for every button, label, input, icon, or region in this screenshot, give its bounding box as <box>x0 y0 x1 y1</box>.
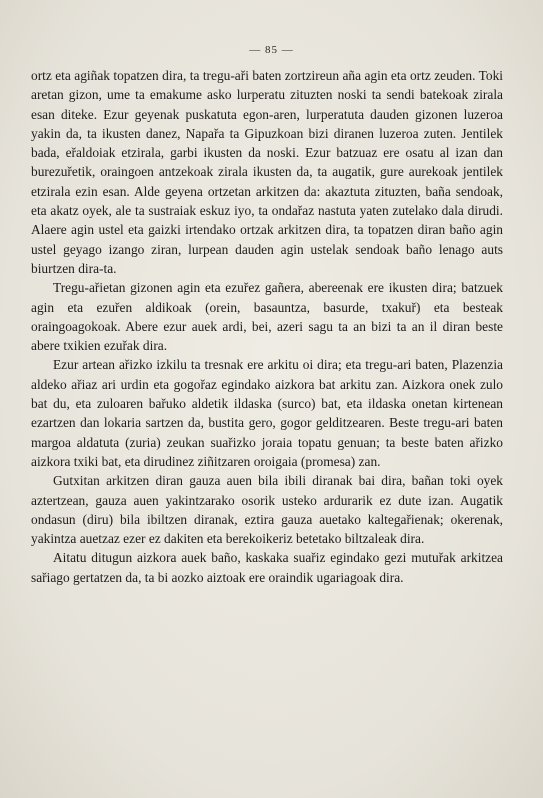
paragraph: Aitatu ditugun aizkora auek baño, kaskaka suařiz egindako gezi mutuřak arkitzea sařiago gertatzen da, ta bi aozko aiztoak ere oraindik ugariagoak dira. <box>31 550 503 585</box>
paragraph: Gutxitan arkitzen diran gauza auen bila ibili diranak bai dira, bañan toki oyek aztertzean, gauza auen yakintzarako osorik usteko ardurarik ez dute izan. Augatik ondasun (diru) bila ibiltzen diranak, eztira gauza auetako kaltegařienak; okerenak, yakintza auetzaz ezer ez dakiten eta berekoikeriz betetako biltzaleak dira. <box>31 473 503 547</box>
page-number: — 85 — <box>249 44 294 56</box>
paragraph: Tregu-ařietan gizonen agin eta ezuřez gañera, abereenak ere ikusten dira; batzuek agin eta ezuřen aldikoak (orein, basauntza, basurde, txakuř) eta besteak oraingoagokoak. Abere ezur auek ardi, bei, azeri sagu ta an bizi ta an il diran beste abere txikien ezuřak dira. <box>31 280 503 354</box>
paragraph: Ezur artean ařizko izkilu ta tresnak ere arkitu oi dira; eta tregu-ari baten, Plazenzia aldeko ařiaz ari urdin eta gogořaz egindako aizkora bat arkitu zan. Aizkora onek zulo bat du, eta zuloaren bařuko aldetik ildaska (surco) bat, eta ildaska onetan kirtenean ezartzen dan lokaria sartzen da, bustita gero, gogor gelditzearen. Beste tregu-ari baten margoa aldatuta (zuria) zeukan suařizko joraia topatu genuan; ta beste baten ařizko aizkora txiki bat, eta dirudinez ziñitzaren oroigaia (promesa) zan. <box>31 357 503 469</box>
paragraph: ortz eta agiñak topatzen dira, ta tregu-aři baten zortzireun aña agin eta ortz zeuden. Toki aretan gizon, ume ta emakume asko lurperatu zituzten noski ta sendi batekoak zirala esan diteke. Ezur geyenak puskatuta egon-aren, lurperatuta dauden gizonen luzeroa yakin da, ta ikusten danez, Napařa ta Gipuzkoan bizi diranen luzeroa zuten. Jentilek bada, eřaldoiak etzirala, garbi ikusten da noski. Ezur batzuaz ere osatu al izan dan burezuřetik, oraingoen antzekoak zirala ikusten da, ta augatik, gure aurekoak jentilek etzirala ezin esan. Alde geyena ortzetan arkitzen da: akaztuta zituzten, baña sendoak, eta akatz oyek, ale ta sustraiak eskuz iyo, ta ondařaz nastuta yaten zutelako dala dirudi. Alaere agin ustel eta gaizki irtendako ortzak arkitzen dira, ta topatzen diran baño agin ustel geyago izango ziran, lurpean dauden agin ustelak sendoak baño lenago auts biurtzen dira-ta. <box>31 68 503 276</box>
body-text <box>31 66 503 587</box>
